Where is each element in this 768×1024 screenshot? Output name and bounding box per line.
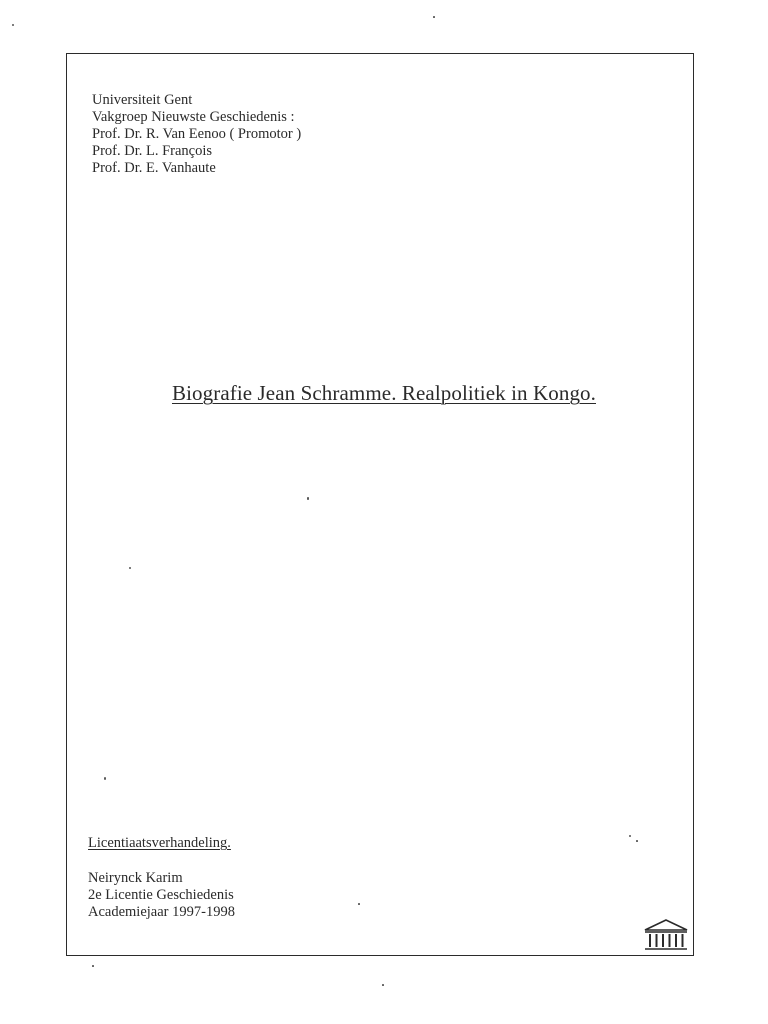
university-name: Universiteit Gent <box>92 92 193 108</box>
scan-speck <box>636 840 638 842</box>
author-info <box>88 870 235 921</box>
scan-speck <box>129 567 131 569</box>
promotor-name: Prof. Dr. R. Van Eenoo ( Promotor ) <box>92 126 302 142</box>
institution-header <box>92 92 301 177</box>
scan-speck <box>104 777 106 780</box>
scan-speck <box>92 965 94 967</box>
professor-name: Prof. Dr. L. François <box>92 143 213 159</box>
scan-speck <box>307 497 309 500</box>
academic-year: Academiejaar 1997-1998 <box>88 904 235 920</box>
author-name: Neirynck Karim <box>88 870 183 886</box>
study-program: 2e Licentie Geschiedenis <box>88 887 234 903</box>
scan-speck <box>358 903 360 905</box>
scan-speck <box>382 984 384 986</box>
university-building-icon <box>642 918 690 952</box>
scan-speck <box>12 24 14 26</box>
thesis-type-label: Licentiaatsverhandeling. <box>88 835 231 851</box>
professor-name: Prof. Dr. E. Vanhaute <box>92 160 216 176</box>
department-name: Vakgroep Nieuwste Geschiedenis : <box>92 109 295 125</box>
thesis-title: Biografie Jean Schramme. Realpolitiek in Kongo. <box>171 381 596 405</box>
scan-speck <box>433 16 435 18</box>
page-border <box>66 53 694 956</box>
scan-speck <box>629 835 631 837</box>
